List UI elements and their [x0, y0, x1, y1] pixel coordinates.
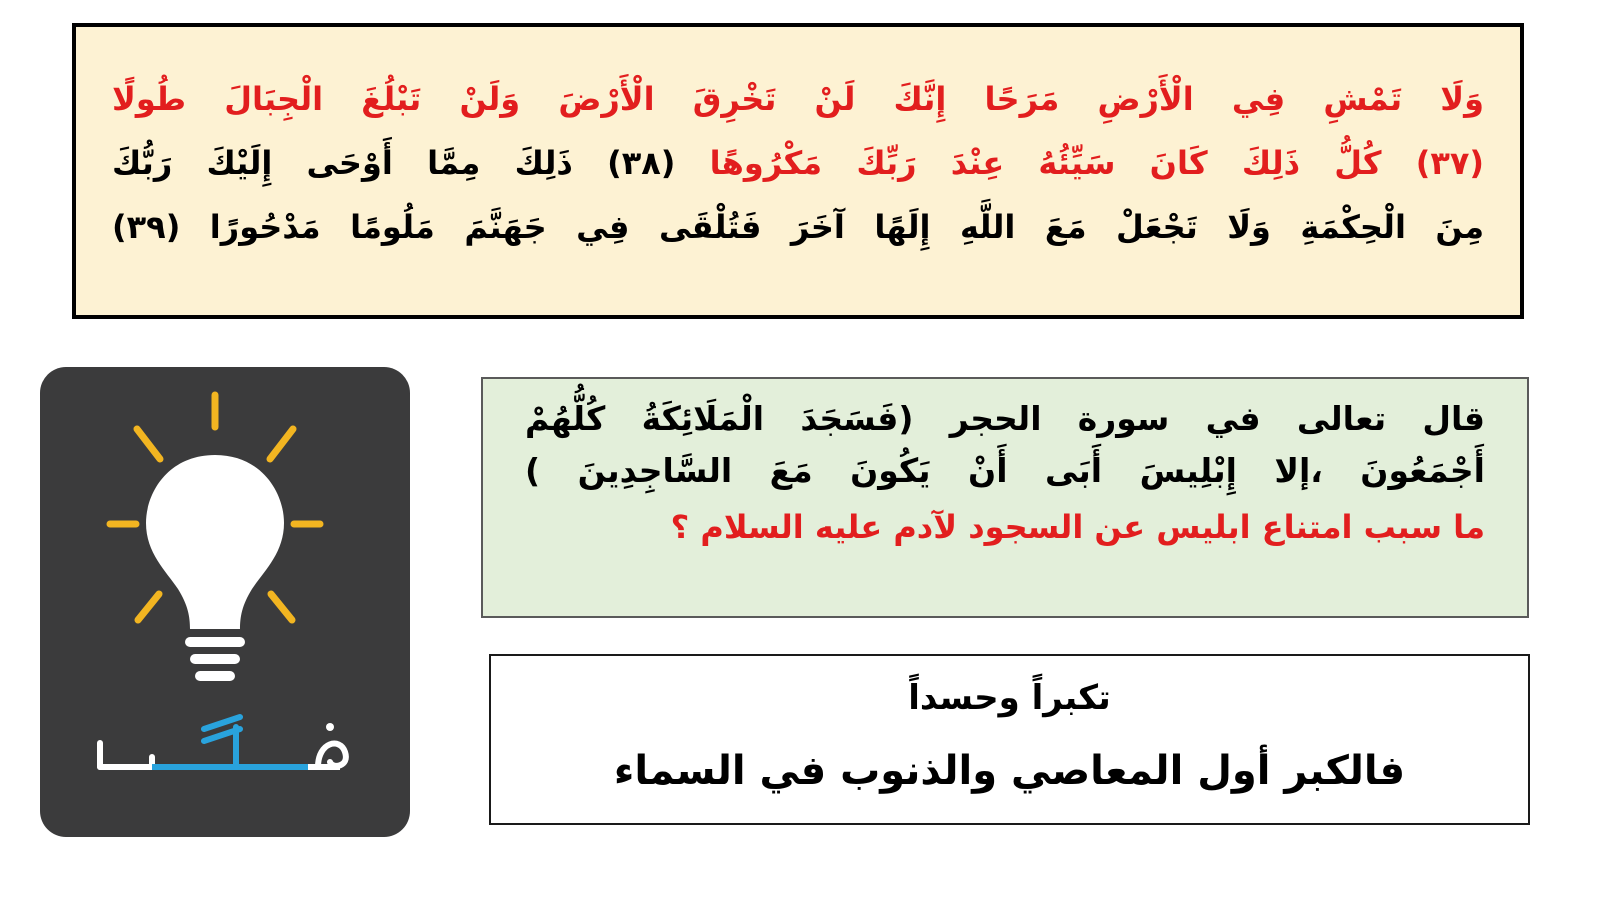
- verse-text: كُلُّ ذَلِكَ كَانَ سَيِّئُهُ عِنْدَ رَبِّكَ مَكْرُوهًا: [709, 144, 1382, 182]
- think-logo: [40, 367, 410, 837]
- question-quote-line-1: قال تعالى في سورة الحجر (فَسَجَدَ الْمَلَائِكَةُ كُلُّهُمْ: [525, 399, 1485, 438]
- verse-text: ذَلِكَ مِمَّا أَوْحَى إِلَيْكَ رَبُّكَ: [112, 144, 573, 182]
- logo-wordmark: [100, 717, 346, 767]
- verse-line-2: [112, 131, 1484, 195]
- lightbulb-icon: [40, 367, 410, 837]
- answer-box: [489, 654, 1530, 825]
- verse-box: [72, 23, 1524, 319]
- question-box: [481, 377, 1529, 618]
- answer-line-1: تكبراً وحسداً: [908, 678, 1111, 718]
- verse-text: مِنَ الْحِكْمَةِ وَلَا تَجْعَلْ مَعَ اللَّهِ إِلَهًا آخَرَ فَتُلْقَى فِي جَهَنَّمَ مَلُومًا مَدْحُورًا: [209, 208, 1485, 246]
- verse-text: وَلَا تَمْشِ فِي الْأَرْضِ مَرَحًا إِنَّكَ لَنْ تَخْرِقَ الْأَرْضَ وَلَنْ تَبْلُغَ الْجِبَالَ طُولًا: [112, 80, 1484, 118]
- question-prompt: ما سبب امتناع ابليس عن السجود لآدم عليه السلام ؟: [670, 508, 1485, 546]
- verse-number: (٣٩): [112, 208, 181, 246]
- verse-number: (٣٧): [1415, 144, 1485, 182]
- verse-number: (٣٨): [607, 144, 676, 182]
- verse-line-1: [112, 67, 1484, 131]
- verse-line-3: [112, 195, 1484, 259]
- question-quote-line-2: أَجْمَعُونَ ،إلا إِبْلِيسَ أَبَى أَنْ يَكُونَ مَعَ السَّاجِدِينَ ): [525, 451, 1485, 490]
- answer-line-2: فالكبر أول المعاصي والذنوب في السماء: [613, 748, 1406, 794]
